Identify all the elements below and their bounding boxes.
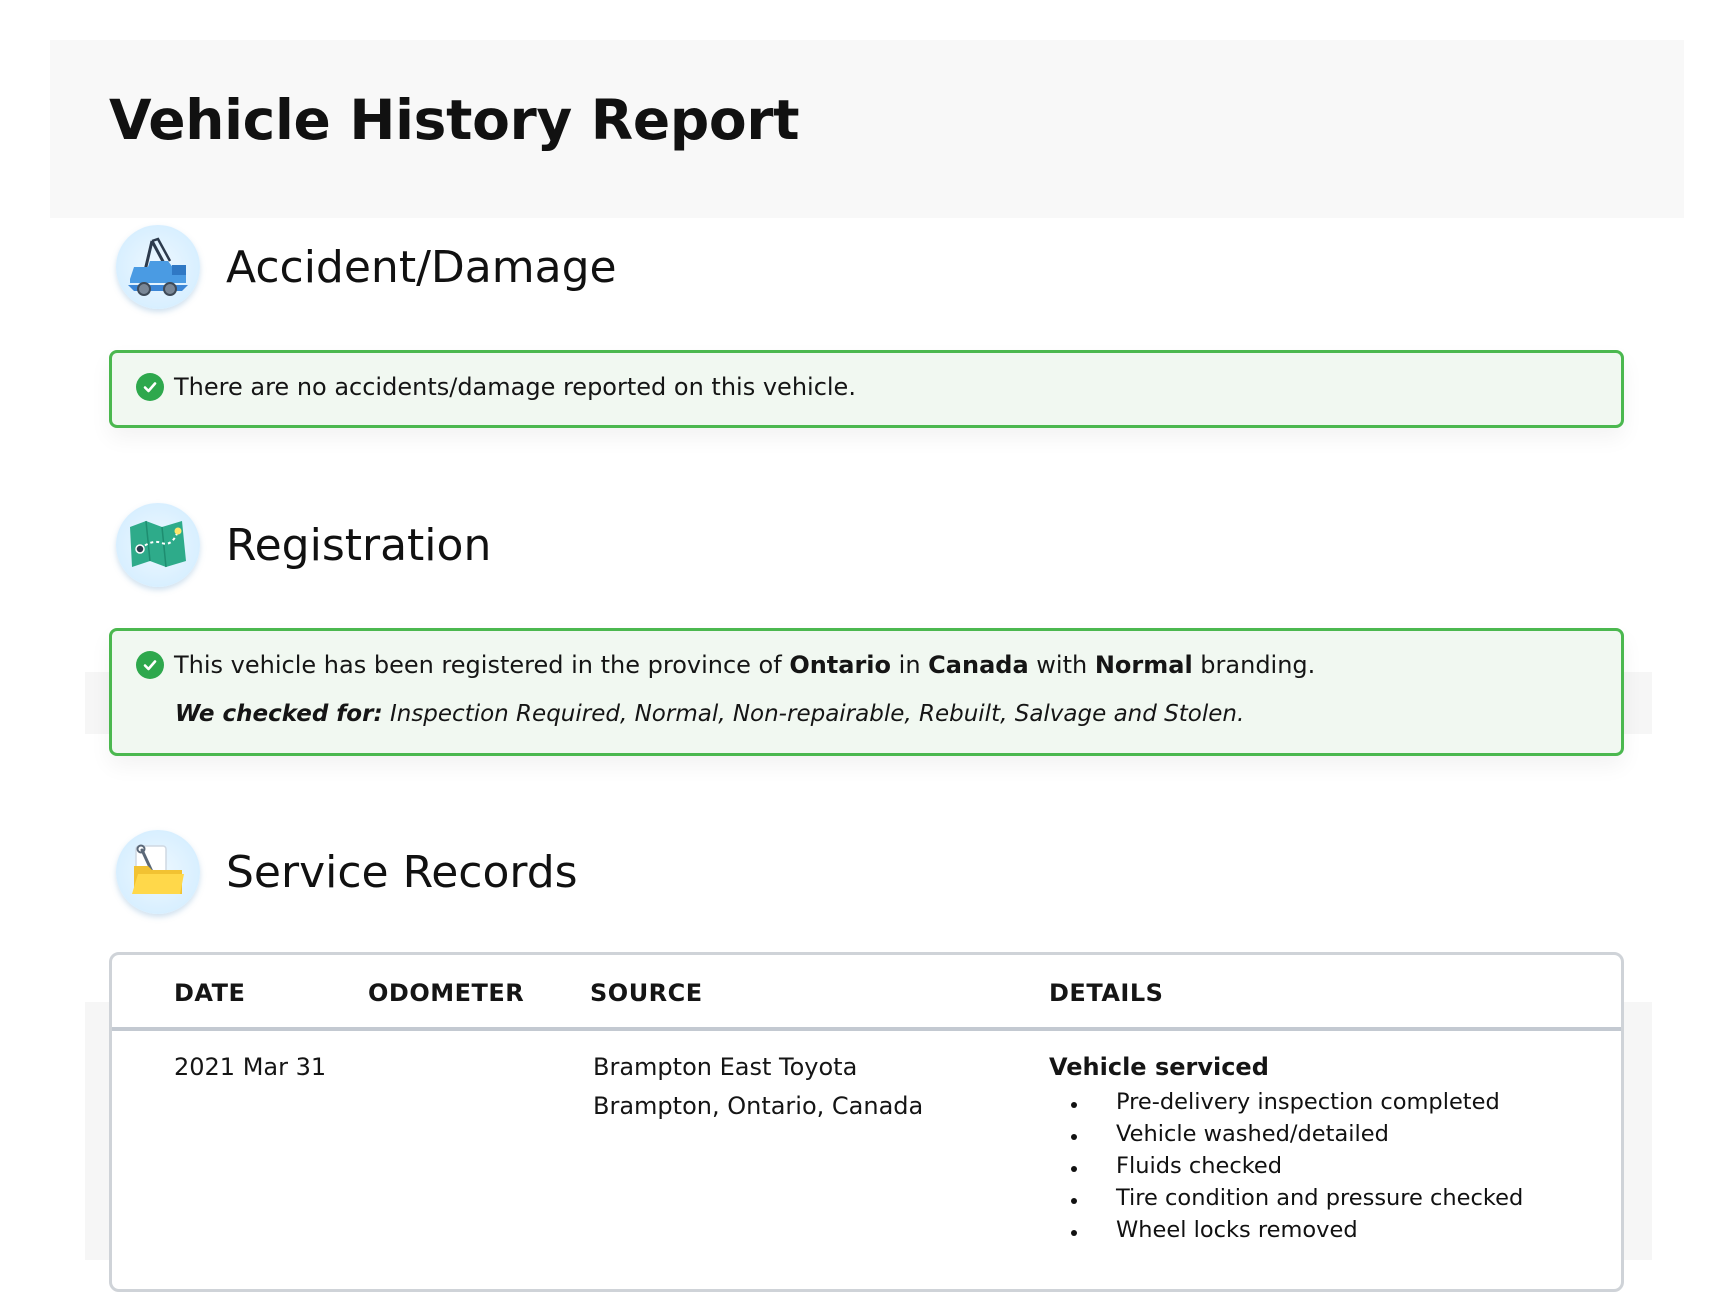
checked-for-line bbox=[175, 701, 1244, 727]
column-header-source: SOURCE bbox=[590, 979, 703, 1007]
registration-message: This vehicle has been registered in the province of Ontario in Canada with Normal branding. bbox=[174, 651, 1316, 679]
details-list bbox=[1049, 1089, 1523, 1249]
row-source-location: Brampton, Ontario, Canada bbox=[593, 1092, 924, 1120]
check-circle-icon bbox=[136, 373, 164, 401]
bullet-icon bbox=[1071, 1230, 1077, 1236]
registration-notice bbox=[109, 628, 1624, 756]
list-item: Fluids checked bbox=[1049, 1153, 1523, 1185]
bullet-icon bbox=[1071, 1134, 1077, 1140]
province-value: Ontario bbox=[789, 651, 892, 679]
list-item: Pre-delivery inspection completed bbox=[1049, 1089, 1523, 1121]
check-circle-icon bbox=[136, 651, 164, 679]
page-title: Vehicle History Report bbox=[109, 88, 800, 152]
checked-for-label: We checked for: bbox=[175, 701, 383, 727]
row-date: 2021 Mar 31 bbox=[174, 1053, 327, 1081]
table-header bbox=[112, 955, 1621, 1031]
row-source-name: Brampton East Toyota bbox=[593, 1053, 858, 1081]
registration-section-header bbox=[116, 500, 491, 590]
list-item: Wheel locks removed bbox=[1049, 1217, 1523, 1249]
map-icon bbox=[116, 503, 200, 587]
service-section-header bbox=[116, 827, 578, 917]
registration-notice-line bbox=[136, 651, 1315, 679]
column-header-odometer: ODOMETER bbox=[368, 979, 525, 1007]
section-title: Service Records bbox=[226, 846, 578, 898]
bullet-icon bbox=[1071, 1198, 1077, 1204]
accident-section-header bbox=[116, 222, 617, 312]
list-item: Vehicle washed/detailed bbox=[1049, 1121, 1523, 1153]
section-title: Registration bbox=[226, 519, 492, 571]
row-details-title: Vehicle serviced bbox=[1049, 1053, 1269, 1081]
tow-truck-icon bbox=[116, 225, 200, 309]
column-header-details: DETAILS bbox=[1049, 979, 1164, 1007]
accident-notice bbox=[109, 350, 1624, 428]
accident-notice-line bbox=[136, 373, 856, 401]
bullet-icon bbox=[1071, 1166, 1077, 1172]
country-value: Canada bbox=[928, 651, 1029, 679]
list-item: Tire condition and pressure checked bbox=[1049, 1185, 1523, 1217]
bullet-icon bbox=[1071, 1102, 1077, 1108]
checked-for-list: Inspection Required, Normal, Non-repairable, Rebuilt, Salvage and Stolen. bbox=[389, 701, 1245, 727]
branding-value: Normal bbox=[1094, 651, 1193, 679]
service-records-table bbox=[109, 952, 1624, 1292]
folder-wrench-icon bbox=[116, 830, 200, 914]
section-title: Accident/Damage bbox=[226, 241, 617, 293]
column-header-date: DATE bbox=[174, 979, 246, 1007]
accident-message: There are no accidents/damage reported on this vehicle. bbox=[174, 373, 856, 401]
